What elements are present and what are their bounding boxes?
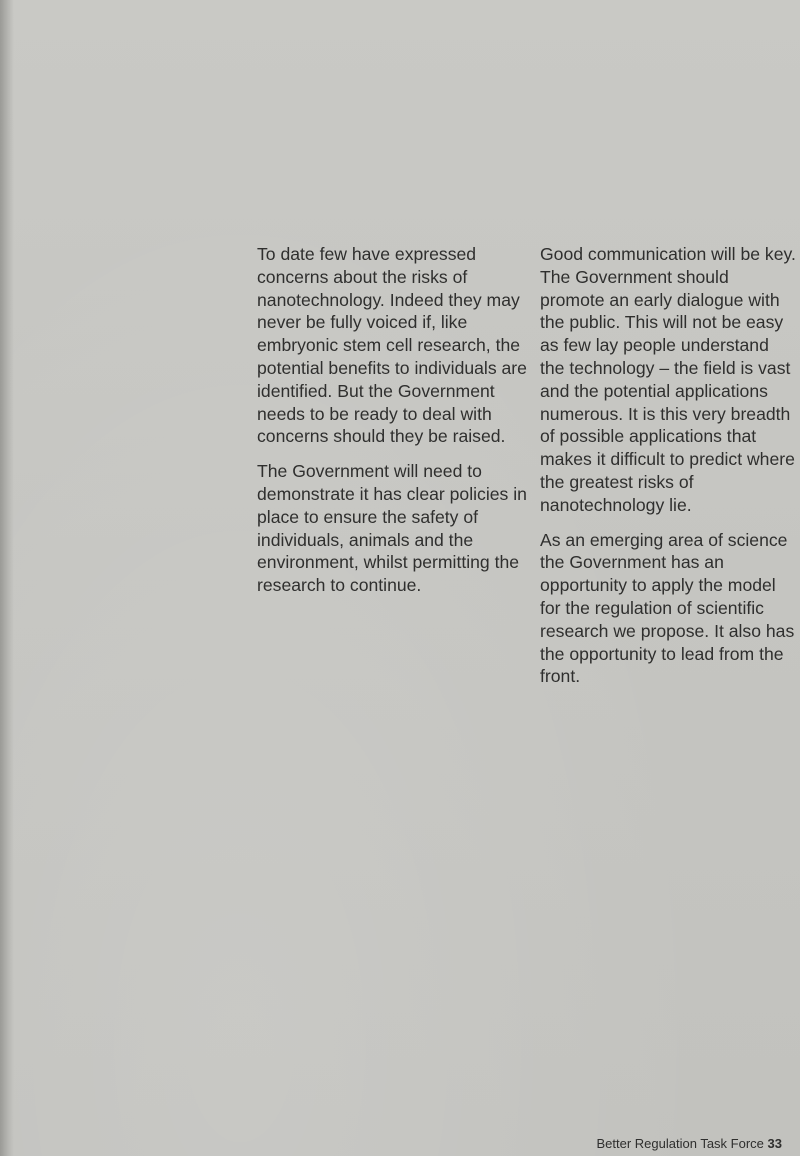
right-paragraph-2: As an emerging area of science the Government has an opportunity to apply the model for the regulation of scientific research we propose. It also has the opportunity to lead from the front. [540, 529, 795, 687]
page-footer [597, 1136, 783, 1152]
page-edge-shadow [0, 0, 14, 1156]
left-paragraph-1: To date few have expressed concerns about the risks of nanotechnology. Indeed they may never be fully voiced if, like embryonic stem cell research, the potential benefits to individuals are identified. But the Government needs to be ready to deal with concerns should they be raised. [257, 244, 527, 447]
right-paragraph-1: Good communication will be key. The Government should promote an early dialogue with the public. This will not be easy as few lay people understand the technology – the field is vast and the potential applications numerous. It is this very breadth of possible applications that makes it difficult to predict where the greatest risks of nanotechnology lie. [540, 244, 796, 515]
left-text-column [257, 243, 527, 609]
page-number: 33 [767, 1136, 782, 1151]
left-paragraph-2: The Government will need to demonstrate it has clear policies in place to ensure the safety of individuals, animals and the environment, whilst permitting the research to continue. [257, 461, 527, 596]
right-text-column [540, 243, 798, 700]
footer-publication-title: Better Regulation Task Force [596, 1136, 764, 1151]
